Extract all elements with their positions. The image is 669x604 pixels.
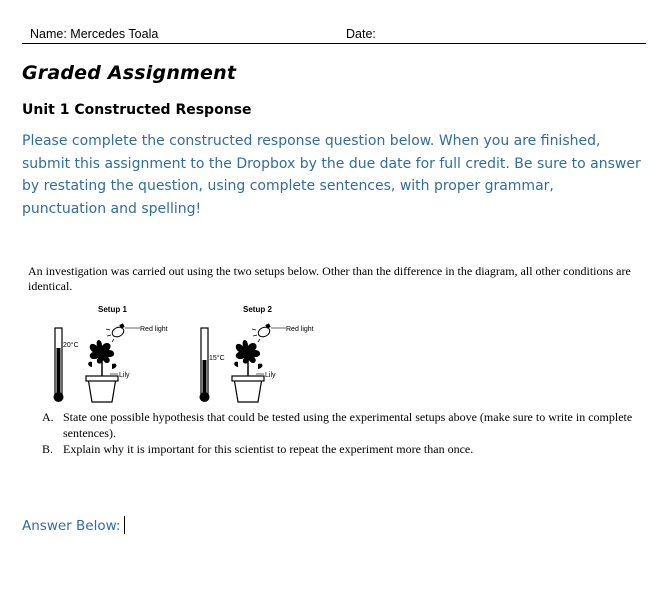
setup-1-label: Setup 1 (98, 305, 127, 314)
instructions-paragraph: Please complete the constructed response question below. When you are finished, submit this assignment to the Dropbox by the due date for full credit. Be sure to answer by restating the question, using complete sentences, with proper grammar, punctuation and spelling! (22, 133, 641, 217)
intro-paragraph: An investigation was carried out using the two setups below. Other than the difference in the diagram, all other conditions are identical. (28, 264, 631, 293)
light-bulb-icon (106, 323, 125, 342)
setup-2-plant-label: Lily (265, 372, 276, 379)
setup-1 (54, 305, 168, 402)
setup-1-light-label: Red light (140, 326, 168, 333)
setup-2-light-label: Red light (286, 326, 314, 333)
thermometer-icon (54, 328, 64, 402)
setup-2 (200, 305, 314, 402)
plant-icon (86, 340, 118, 402)
setup-2-temperature: 15°C (209, 355, 225, 362)
question-text: State one possible hypothesis that could be tested using the experimental setups above (make sure to write in complete sentences). (63, 410, 633, 440)
question-list (42, 410, 647, 459)
date-field: Date: (346, 27, 376, 41)
question-label: A. (42, 410, 54, 424)
question-item (42, 410, 647, 441)
light-bulb-icon (252, 323, 271, 342)
page-title: Graded Assignment (22, 62, 237, 84)
page-subtitle: Unit 1 Constructed Response (22, 102, 252, 118)
setup-1-temperature: 20°C (63, 342, 79, 349)
question-item (42, 442, 647, 458)
answer-label: Answer Below: (22, 518, 121, 534)
plant-icon (232, 340, 264, 402)
name-field: Name: Mercedes Toala (30, 27, 159, 41)
thermometer-icon (200, 328, 210, 402)
text-cursor (124, 516, 125, 534)
question-text: Explain why it is important for this scientist to repeat the experiment more than once. (63, 442, 474, 456)
answer-area[interactable] (22, 516, 125, 534)
setup-1-plant-label: Lily (119, 372, 130, 379)
header-line (22, 26, 646, 44)
experiment-diagram (40, 302, 340, 410)
setup-2-label: Setup 2 (243, 305, 272, 314)
question-label: B. (42, 442, 54, 456)
